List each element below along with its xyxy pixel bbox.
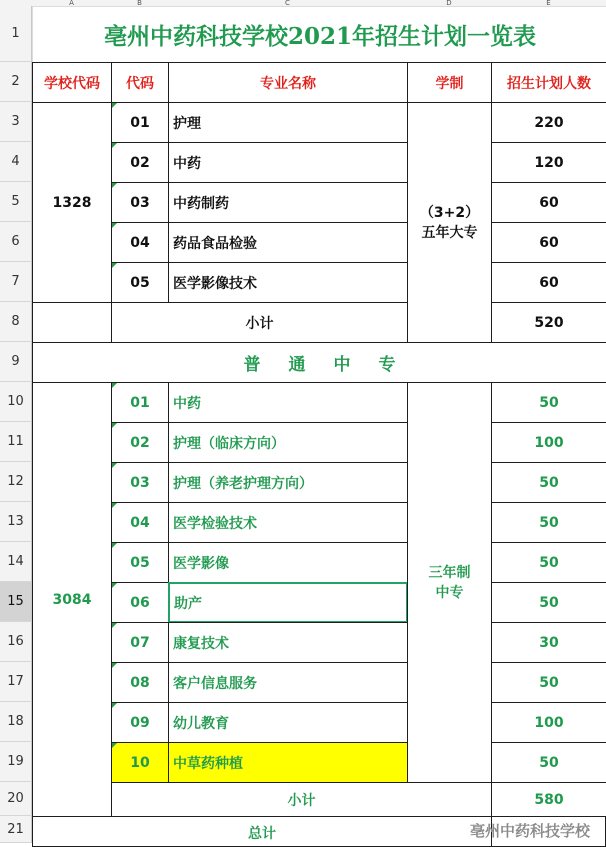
major-code-cell[interactable]: 09 [111,702,169,743]
sheet-title[interactable]: 亳州中药科技学校2021年招生计划一览表 [32,6,606,63]
row-header-21[interactable]: 21 [0,816,32,843]
error-indicator-icon [112,623,117,628]
column-header-b[interactable]: B [111,0,168,7]
header-cell[interactable]: 代码 [111,62,169,103]
watermark: 亳州中药科技学校 [470,822,591,840]
subtotal-label-cell[interactable]: 小计 [111,302,408,343]
major-name-cell[interactable]: 幼儿教育 [168,702,408,743]
major-name-cell[interactable]: 医学影像技术 [168,262,408,303]
major-code-cell[interactable]: 01 [111,382,169,423]
major-name-cell[interactable]: 护理（临床方向） [168,422,408,463]
error-indicator-icon [112,663,117,668]
error-indicator-icon [112,223,117,228]
row-header-17[interactable]: 17 [0,662,32,702]
header-cell[interactable]: 学校代码 [32,62,112,103]
header-cell[interactable]: 招生计划人数 [491,62,606,103]
major-code-cell[interactable]: 02 [111,142,169,183]
school-code-cell[interactable]: 3084 [32,382,112,817]
major-name-cell[interactable]: 护理（养老护理方向） [168,462,408,503]
row-header-3[interactable]: 3 [0,102,32,142]
error-indicator-icon [112,463,117,468]
subtotal-value-cell[interactable]: 580 [491,782,606,817]
major-code-cell[interactable]: 08 [111,662,169,703]
row-header-14[interactable]: 14 [0,542,32,582]
major-name-cell[interactable]: 客户信息服务 [168,662,408,703]
row-header-16[interactable]: 16 [0,622,32,662]
enrollment-count-cell[interactable]: 50 [491,382,606,423]
major-code-cell[interactable]: 06 [111,582,169,623]
enrollment-count-cell[interactable]: 60 [491,182,606,223]
major-name-cell[interactable]: 中药制药 [168,182,408,223]
row-header-19[interactable]: 19 [0,742,32,782]
row-header-5[interactable]: 5 [0,182,32,222]
major-name-cell[interactable]: 中药 [168,382,408,423]
error-indicator-icon [112,543,117,548]
major-code-cell[interactable]: 02 [111,422,169,463]
column-header-c[interactable]: C [168,0,407,7]
program-length-cell[interactable] [407,102,492,343]
error-indicator-icon [112,423,117,428]
row-header-6[interactable]: 6 [0,222,32,262]
enrollment-count-cell[interactable]: 100 [491,422,606,463]
program-length-line: 三年制 [428,564,471,581]
error-indicator-icon [112,703,117,708]
row-header-10[interactable]: 10 [0,382,32,422]
column-header-d[interactable]: D [407,0,491,7]
row-header-15[interactable]: 15 [0,582,32,622]
major-code-cell[interactable]: 01 [111,102,169,143]
row-header-1[interactable]: 1 [0,6,32,62]
column-header-a[interactable]: A [32,0,111,7]
enrollment-count-cell[interactable]: 100 [491,702,606,743]
error-indicator-icon [112,183,117,188]
error-indicator-icon [112,383,117,388]
row-header-7[interactable]: 7 [0,262,32,302]
major-code-cell[interactable]: 05 [111,542,169,583]
major-code-cell[interactable]: 10 [111,742,169,783]
row-header-13[interactable]: 13 [0,502,32,542]
enrollment-count-cell[interactable]: 30 [491,622,606,663]
error-indicator-icon [112,263,117,268]
subtotal-label-cell[interactable]: 小计 [111,782,492,817]
row-header-18[interactable]: 18 [0,702,32,742]
empty-cell[interactable] [32,302,112,343]
major-code-cell[interactable]: 04 [111,502,169,543]
major-code-cell[interactable]: 04 [111,222,169,263]
major-name-cell[interactable]: 中药 [168,142,408,183]
error-indicator-icon [112,743,117,748]
row-header-8[interactable]: 8 [0,302,32,342]
major-code-cell[interactable]: 05 [111,262,169,303]
major-code-cell[interactable]: 03 [111,462,169,503]
major-code-cell[interactable]: 03 [111,182,169,223]
program-length-line: 中专 [435,584,464,601]
error-indicator-icon [112,103,117,108]
error-indicator-icon [112,583,117,588]
enrollment-count-cell[interactable]: 50 [491,502,606,543]
enrollment-count-cell[interactable]: 50 [491,542,606,583]
major-name-cell[interactable]: 中草药种植 [168,742,408,783]
row-header-9[interactable]: 9 [0,342,32,382]
row-header-4[interactable]: 4 [0,142,32,182]
error-indicator-icon [112,503,117,508]
header-cell[interactable]: 学制 [407,62,492,103]
major-name-cell[interactable]: 医学影像 [168,542,408,583]
program-length-line: （3+2） [419,204,480,221]
enrollment-count-cell[interactable]: 60 [491,222,606,263]
selected-cell[interactable]: 助产 [168,582,408,623]
row-header-12[interactable]: 12 [0,462,32,502]
program-length-line: 五年大专 [421,224,478,241]
program-length-cell[interactable] [407,382,492,783]
error-indicator-icon [112,143,117,148]
major-name-cell[interactable]: 医学检验技术 [168,502,408,543]
enrollment-count-cell[interactable]: 120 [491,142,606,183]
enrollment-count-cell[interactable]: 220 [491,102,606,143]
row-header-2[interactable]: 2 [0,62,32,102]
subtotal-value-cell[interactable]: 520 [491,302,606,343]
major-name-cell[interactable]: 康复技术 [168,622,408,663]
major-name-cell[interactable]: 护理 [168,102,408,143]
enrollment-count-cell[interactable]: 50 [491,742,606,783]
enrollment-count-cell[interactable]: 50 [491,462,606,503]
enrollment-count-cell[interactable]: 60 [491,262,606,303]
section-title[interactable]: 普通中专 [32,342,606,383]
row-header-11[interactable]: 11 [0,422,32,462]
school-code-cell[interactable]: 1328 [32,102,112,303]
row-header-20[interactable]: 20 [0,782,32,816]
major-name-cell[interactable]: 药品食品检验 [168,222,408,263]
major-code-cell[interactable]: 07 [111,622,169,663]
total-label-cell[interactable]: 总计 [32,816,492,847]
enrollment-count-cell[interactable]: 50 [491,582,606,623]
enrollment-count-cell[interactable]: 50 [491,662,606,703]
header-cell[interactable]: 专业名称 [168,62,408,103]
column-header-e[interactable]: E [491,0,606,7]
